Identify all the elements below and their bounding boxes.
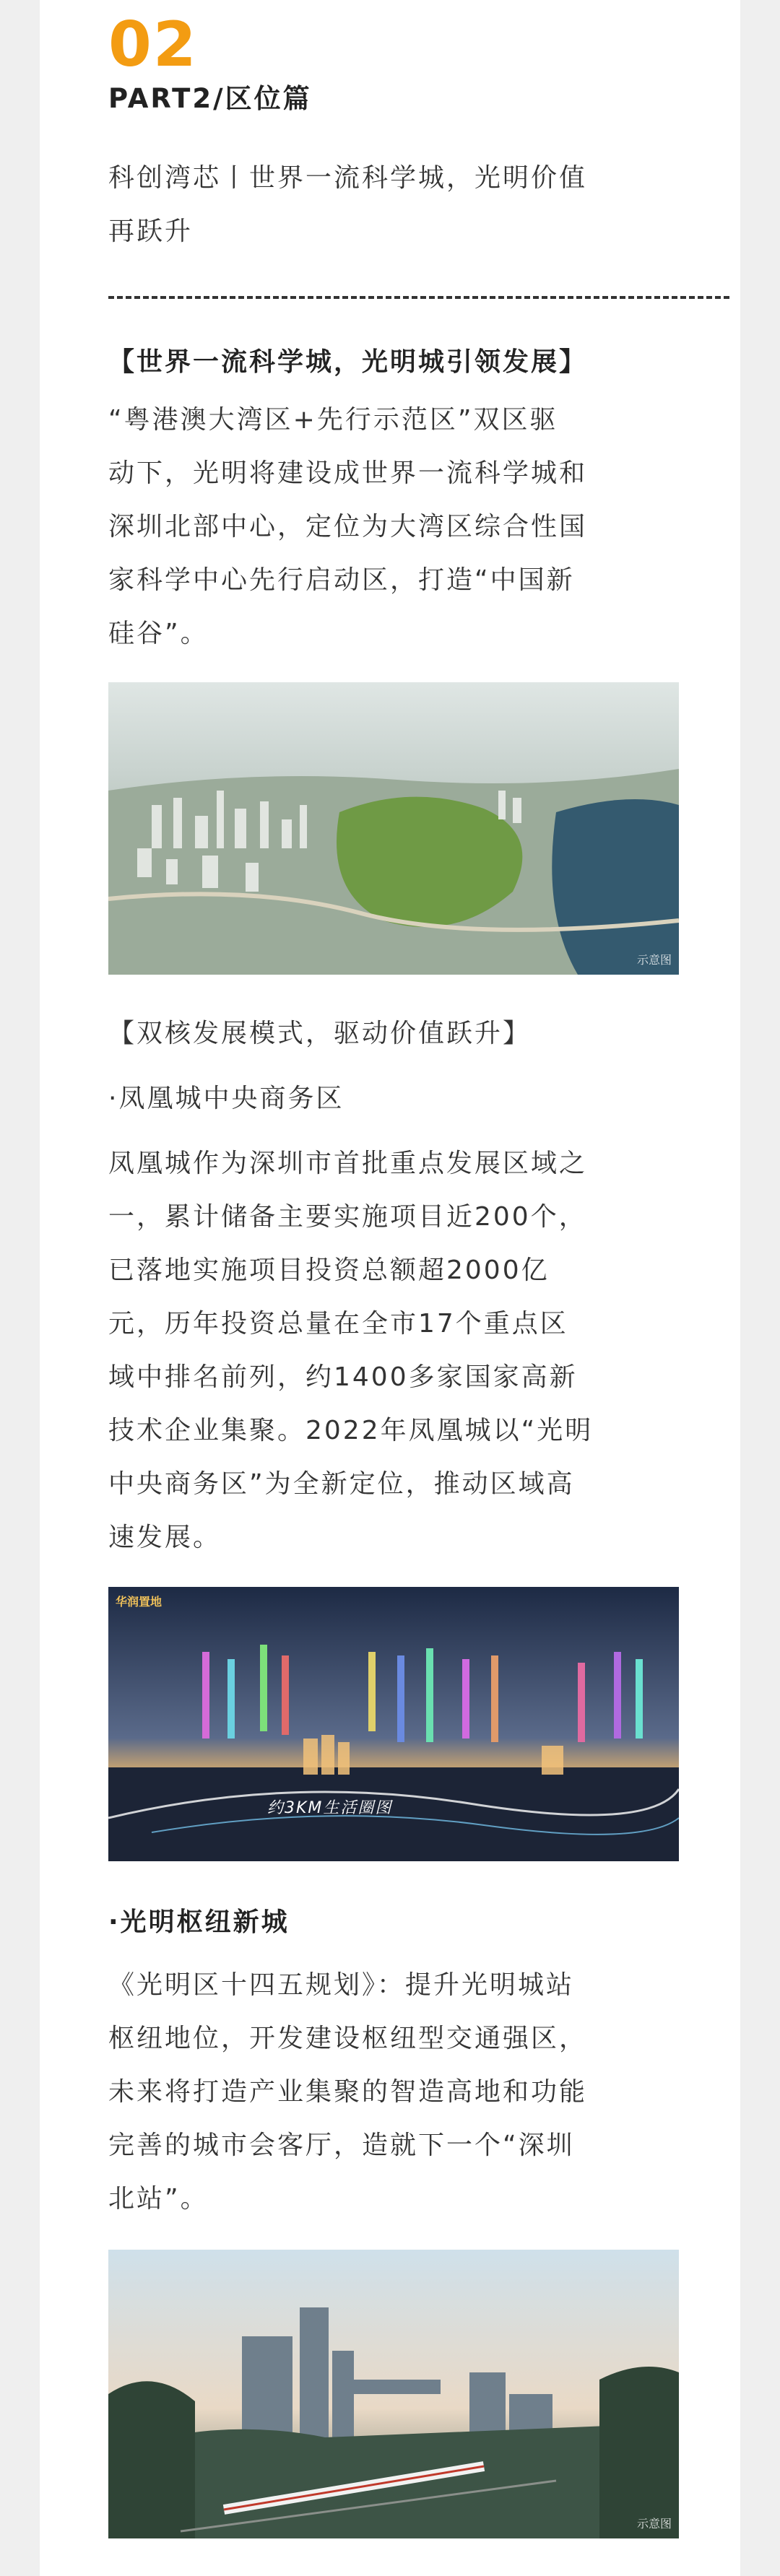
block2-paragraph — [108, 1137, 679, 1565]
paragraph-line: 硅谷”。 — [108, 619, 209, 648]
paragraph-line: 域中排名前列，约1400多家国家高新 — [108, 1362, 578, 1392]
image-watermark: 示意图 — [636, 953, 672, 967]
paragraph-line: 中央商务区”为全新定位，推动区域高 — [108, 1469, 575, 1499]
cbd-night-map-image — [108, 1587, 679, 1861]
paragraph-line: 未来将打造产业集聚的智造高地和功能 — [108, 2077, 588, 2107]
paragraph-line: 完善的城市会客厅，造就下一个“深圳 — [108, 2131, 575, 2160]
paragraph-line: 技术企业集聚。2022年凤凰城以“光明 — [108, 1416, 594, 1445]
block1-heading: 【世界一流科学城，光明城引领发展】 — [108, 347, 588, 377]
paragraph-line: 《光明区十四五规划》：提升光明城站 — [108, 1970, 575, 2000]
paragraph-line: 动下，光明将建设成世界一流科学城和 — [108, 458, 588, 488]
image-watermark: 示意图 — [636, 2517, 672, 2531]
paragraph-line: 速发展。 — [108, 1523, 222, 1552]
section-part-title: PART2/区位篇 — [108, 83, 312, 114]
paragraph-line: 已落地实施项目投资总额超2000亿 — [108, 1256, 550, 1285]
paragraph-line: 枢纽地位，开发建设枢纽型交通强区， — [108, 2024, 588, 2053]
map-banner-text: 约3KM生活圈图 — [267, 1799, 393, 1817]
block2-subheading: ·凤凰城中央商务区 — [108, 1084, 344, 1113]
paragraph-line: 一，累计储备主要实施项目近200个， — [108, 1202, 587, 1232]
paragraph-line: 深圳北部中心，定位为大湾区综合性国 — [108, 512, 588, 541]
paragraph-line: 北站”。 — [108, 2184, 209, 2214]
subtitle-line: 科创湾芯丨世界一流科学城，光明价值 — [108, 163, 588, 193]
block2-heading: 【双核发展模式，驱动价值跃升】 — [108, 1019, 532, 1048]
block1-paragraph — [108, 393, 679, 661]
paragraph-line: “粤港澳大湾区+先行示范区”双区驱 — [108, 405, 558, 435]
divider-dashed — [108, 296, 729, 299]
science-city-aerial-image — [108, 682, 679, 975]
block3-paragraph — [108, 1959, 679, 2226]
brand-logo-text: 华润置地 — [116, 1595, 162, 1609]
paragraph-line: 凤凰城作为深圳市首批重点发展区域之 — [108, 1149, 588, 1178]
station-rendering-image — [108, 2250, 679, 2538]
section-number: 02 — [108, 9, 198, 81]
paragraph-line: 家科学中心先行启动区，打造“中国新 — [108, 565, 575, 595]
block3-heading: ·光明枢纽新城 — [108, 1907, 290, 1937]
section-subtitle — [108, 152, 679, 258]
paragraph-line: 元，历年投资总量在全市17个重点区 — [108, 1309, 568, 1339]
subtitle-line: 再跃升 — [108, 217, 194, 246]
